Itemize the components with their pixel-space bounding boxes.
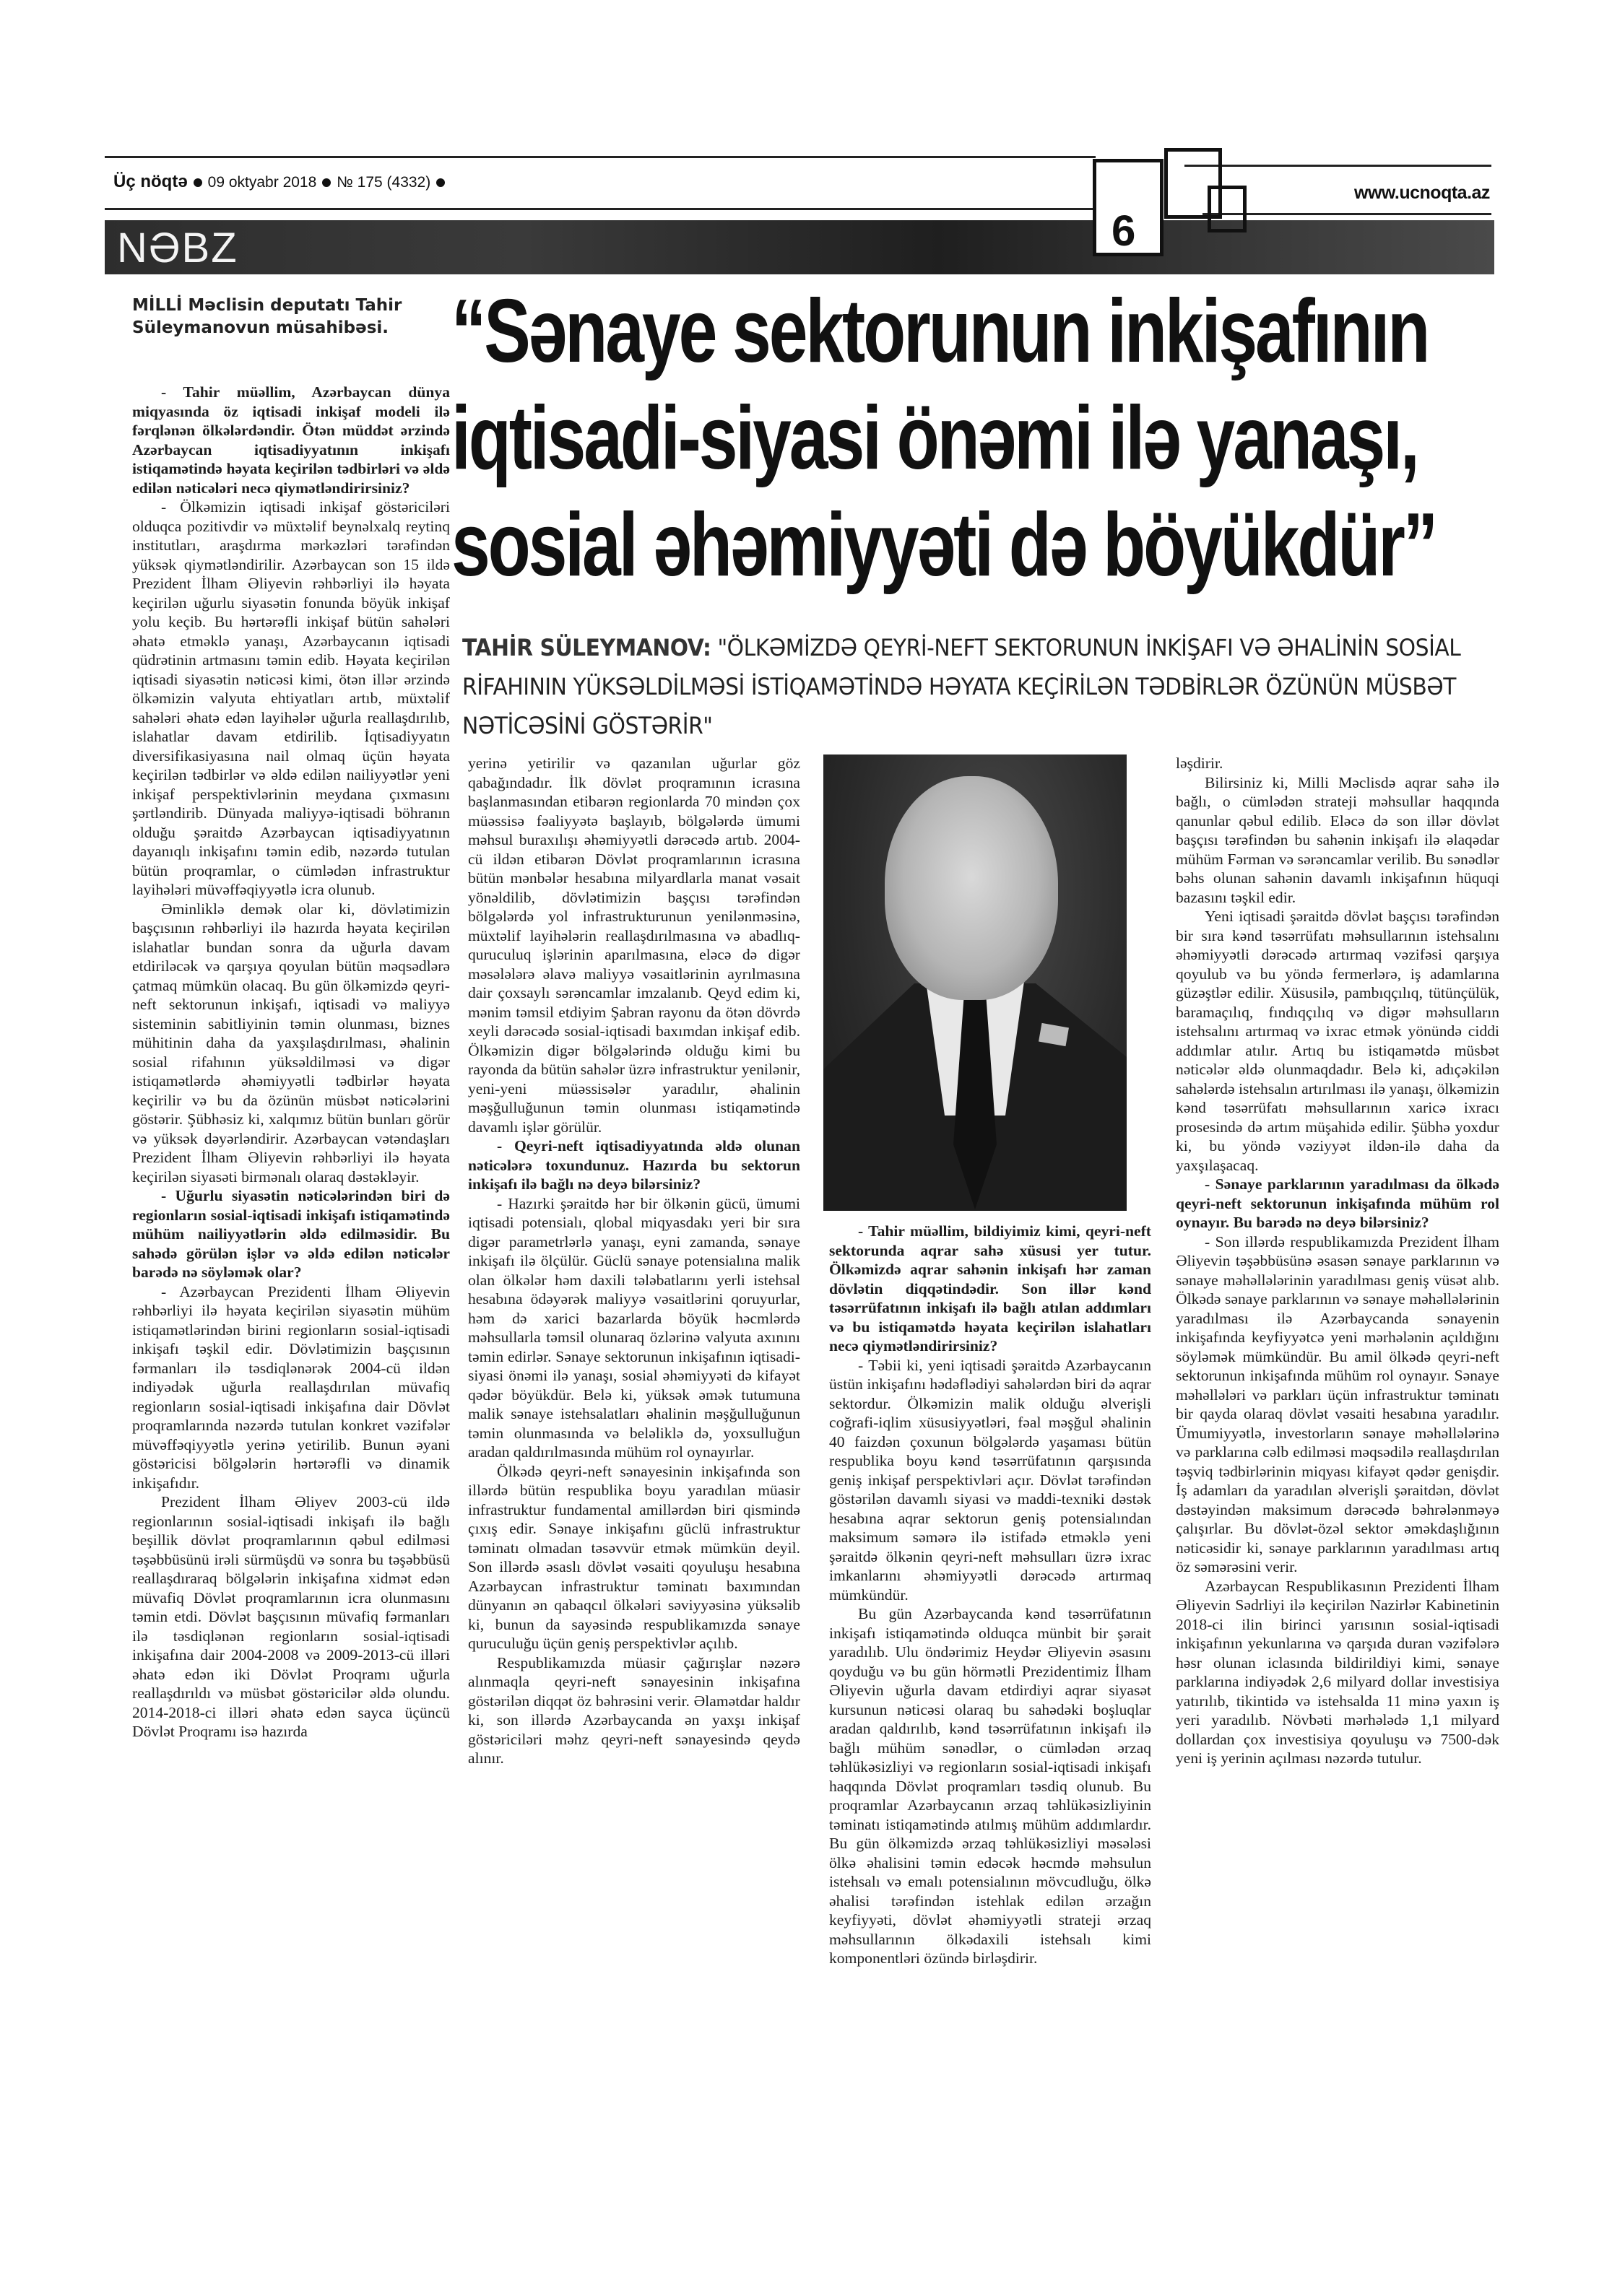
interview-question: - Sənaye parklarının yaradılması da ölkədə qeyri-neft sektorunun inkişafında mühüm rol oynayır. Bu barədə nə deyə bilərsiniz? (1176, 1175, 1499, 1231)
article-column-2 (468, 754, 800, 1768)
website-link[interactable]: www.ucnoqta.az (1354, 183, 1490, 203)
bullet-icon (194, 178, 202, 187)
interview-paragraph: Azərbaycan Respublikasının Prezidenti İlham Əliyevin Sədrliyi ilə keçirilən Nazirlər Kabinetinin 2018-ci ilin birinci yarısının sosial-iqtisadi inkişafının yekunlarına və qarşıda duran vəzifələrə həsr olunan iclasında bildirildiyi kimi, sənaye parklarına indiyədək 2,6 milyard dollar investisiya yatırılıb, tikintidə və istehsalda 11 minə yaxın iş yeri yaradılıb. Növbəti mərhələdə 1,1 milyard dollardan çox investisiya qoyuluşu və 7500-dək yeni iş yerinin açılması nəzərdə tutulur. (1176, 1577, 1499, 1767)
publication-name: Üç nöqtə (113, 172, 188, 191)
page-number: 6 (1112, 206, 1136, 255)
interview-paragraph: - Təbii ki, yeni iqtisadi şəraitdə Azərbaycanın üstün inkişafını hədəflədiyi sahələrdən biri də aqrar sektordur. Ölkəmizin malik olduğu əlverişli coğrafi-iqlim xüsusiyyətləri, fəal məşğul əhalinin 40 faizdən çoxunun bölgələrdə yaşaması bütün respublika boyu kənd təsərrüfatının qarşısında geniş inkişaf perspektivləri açır. Dövlət tərəfindən göstərilən davamlı siyasi və maddi-texniki dəstək hesabına aqrar sektorun geniş potensialından maksimum səmərə ilə istifadə etməklə yeni şəraitdə ölkənin qeyri-neft məhsulları üzrə ixrac imkanlarını əhəmiyyətli dərəcədə artırmaq mümkündür. (829, 1356, 1151, 1604)
interview-question: - Qeyri-neft iqtisadiyyatında əldə olunan nəticələrə toxundunuz. Hazırda bu sektorun inkişafı ilə bağlı nə deyə bilərsiniz? (468, 1137, 800, 1193)
interview-paragraph: yerinə yetirilir və qazanılan uğurlar göz qabağındadır. İlk dövlət proqramının icrasına başlanmasından etibarən regionlarda 70 mindən çox müəssisə fəaliyyətə başlayıb, bölgələrdə ümumi məhsul buraxılışı əhəmiyyətli dərəcədə artıb. 2004-cü ildən etibarən Dövlət proqramlarının icrasına bütün mənbələr hesabına milyardlarla manat vəsait yönəldilib, dövlətimizin başçısı tərəfindən bölgələrdə yol infrastrukturunun yenilənməsinə, müxtəlif layihələrin reallaşdırılmasına və abadlıq-quruculuq işlərinin aparılmasına, eləcə də digər məsələlərə əlavə maliyyə vəsaitlərinin ayrılmasına dair çoxsaylı sərəncamlar imzalanıb. Qeyd edim ki, mənim təmsil etdiyim Şabran rayonu da ötən dövrdə xeyli dərəcədə sosial-iqtisadi baxımdan inkişaf edib. Ölkəmizin digər bölgələrində olduğu kimi bu rayonda da bütün sahələr üzrə infrastruktur yenilənir, yeni-yeni müəssisələr yaradılır, əhalinin məşğulluğunun təmin olunması istiqamətində davamlı işlər görülür. (468, 755, 800, 1136)
article-subheading (462, 628, 1490, 745)
article-column-3 (829, 1222, 1151, 1968)
article-intro: MİLLİ Məclisin deputatı Tahir Süleymanovun müsahibəsi. (132, 296, 402, 337)
header-top-rule-right (1184, 165, 1491, 167)
interview-paragraph: - Son illərdə respublikamızda Prezident İlham Əliyevin təşəbbüsünə əsasən sənaye parklarının və sənaye məhəllələrinin yaradılması geniş vüsət alıb. Ölkədə sənaye parklarının və sənaye məhəllələrinin yaradılması ilə Azərbaycanda sənayenin inkişafında keyfiyyətcə yeni mərhələnin açıldığını söyləmək mümkündür. Bu amil ölkədə qeyri-neft sektorunun inkişafında mühüm rol oynayır. Sənaye məhəllələri və parkları üçün infrastruktur təminatı bir qayda olaraq dövlət vəsaiti hesabına yaradılır. Ümumiyyətlə, investorların sənaye məhəllələrinə və parklarına cəlb edilməsi məqsədilə reallaşdırılan təşviq tədbirlərinin miqyası kifayət qədər genişdir. İş adamları da yaradılan əlverişli şəraitdən, dövlət dəstəyindən maksimum dərəcədə bəhrələnməyə çalışırlar. Bu dövlət-özəl sektor əməkdaşlığının nəticəsidir ki, sənaye parklarının yaradılması artıq öz səmərəsini verir. (1176, 1232, 1499, 1575)
interview-paragraph: - Ölkəmizin iqtisadi inkişaf göstəriciləri olduqca pozitivdir və müxtəlif beynəlxalq reytinq institutları, araşdırma mərkəzləri tərəfindən yüksək qiymətləndirilir. Azərbaycan son 15 ildə Prezident İlham Əliyevin rəhbərliyi ilə həyata keçirilən uğurlu siyasətin fonunda böyük inkişaf yolu keçib. Bu hərtərəfli inkişaf bütün sahələri əhatə etməklə yanaşı, Azərbaycanın iqtisadi qüdrətinin artmasını təmin edib. Həyata keçirilən iqtisadi siyasətin nəticəsi kimi, ötən illər ərzində ölkəmizin valyuta ehtiyatları artıb, müxtəlif sahələri əhatə edən layihələr uğurla reallaşdırılıb, islahatlar davam etdirilib. İqtisadiyyatın diversifikasiyasına nail olmaq üçün həyata keçirilən tədbirlər və əldə edilən nailiyyətlər yeni inkişaf perspektivlərinin meydana çıxmasını şərtləndirib. Dünyada maliyyə-iqtisadi böhranın olduğu şəraitdə Azərbaycan iqtisadiyyatının dayanıqlı inkişafını təmin edib, nəzərdə tutulan bütün proqramlar, o cümlədən infrastruktur layihələri müvəffəqiyyətlə icra olunub. (132, 498, 450, 898)
headline-line: sosial əhəmiyyəti də böyükdür” (451, 495, 1436, 595)
issue-date: 09 oktyabr 2018 (207, 174, 317, 191)
section-title: NƏBZ (117, 225, 238, 271)
headline-line: “Sənaye sektorunun inkişafının (451, 282, 1429, 381)
header-top-rule (105, 156, 1096, 158)
masthead (113, 172, 451, 192)
article-column-1 (132, 383, 450, 1741)
interview-paragraph: ləşdirir. (1176, 755, 1223, 772)
article-column-4 (1176, 754, 1499, 1768)
bullet-icon (322, 178, 331, 187)
headline-line: iqtisadi-siyasi önəmi ilə yanaşı, (451, 388, 1418, 488)
interview-paragraph: Ölkədə qeyri-neft sənayesinin inkişafında son illərdə bütün respublika boyu yaradılan müasir infrastruktur fundamental amillərdən biri qismində çıxış edir. Sənaye inkişafını güclü infrastruktur təminatı olmadan təsəvvür etmək mümkün deyil. Son illərdə əsaslı dövlət vəsaiti qoyuluşu hesabına Azərbaycan infrastruktur təminatı baxımından dünyanın ən qabaqcıl ölkələri səviyyəsinə yüksəlib ki, bunun da sayəsində respublikamızda sənaye quruculuğu üçün geniş perspektivlər açılıb. (468, 1462, 800, 1652)
article-headline (451, 278, 1488, 599)
interview-paragraph: - Hazırki şəraitdə hər bir ölkənin gücü, ümumi iqtisadi potensialı, qlobal miqyasdakı yeri bir sıra digər parametrlərlə yanaşı, eyni zamanda, sənaye inkişafı ilə ölçülür. Güclü sənaye potensialına malik olan ölkələr həm daxili tələbatlarını yerli istehsal hesabına ödəyərək maliyyə vəsaitlərini qoruyurlar, həm də xarici bazarlarda böyük həcmlərdə məhsullarla təmsil olunaraq özlərinə valyuta axınını təmin edirlər. Sənaye sektorunun inkişafının iqtisadi-siyasi önəmi ilə yanaşı, sosial əhəmiyyəti də kifayət qədər böyükdür. Belə ki, yüksək əmək tutumuna malik sənaye istehsalatları əhalinin məşğulluğunun təmin olunmasında və beləliklə də, yoxsulluğun aradan qaldırılmasında mühüm rol oynayırlar. (468, 1194, 800, 1461)
section-band (105, 220, 1494, 274)
interview-question: - Tahir müəllim, bildiyimiz kimi, qeyri-neft sektorunda aqrar sahə xüsusi yer tutur. Ölkəmizdə aqrar sahənin inkişafı hər zaman dövlətin diqqətindədir. Son illər kənd təsərrüfatının inkişafı ilə bağlı atılan addımları və bu istiqamətdə həyata keçirilən islahatları necə qiymətləndirirsiniz? (829, 1222, 1151, 1354)
interview-paragraph: Prezident İlham Əliyev 2003-cü ildə regionlarının sosial-iqtisadi inkişafı ilə bağlı beşillik dövlət proqramlarının qəbul edilməsi təşəbbüsünü irəli sürmüşdü və sonra bu təşəbbüsü reallaşdıraraq bölgələrin inkişafına xidmət edən müvafiq Dövlət proqramlarının icra olunmasını təmin etdi. Dövlət başçısının müvafiq fərmanları ilə təsdiqlənən regionların sosial-iqtisadi inkişafına dair 2004-2008 və 2009-2013-cü illəri əhatə edən iki Dövlət Proqramı uğurla reallaşdırıldı və müsbət göstəricilər əldə olundu. 2014-2018-ci illəri əhatə edən sayca üçüncü Dövlət Proqramı isə hazırda (132, 1493, 450, 1740)
decorative-square-icon (1208, 186, 1247, 232)
interview-question: - Tahir müəllim, Azərbaycan dünya miqyasında öz iqtisadi inkişaf modeli ilə fərqlənən ölkələrdəndir. Ötən müddət ərzində Azərbaycan iqtisadiyyatının inkişafı istiqamətində həyata keçirilən tədbirləri və əldə edilən nəticələri necə qiymətləndirirsiniz? (132, 383, 450, 497)
interview-paragraph: - Azərbaycan Prezidenti İlham Əliyevin rəhbərliyi ilə həyata keçirilən siyasətin mühüm istiqamətlərindən birini regionların sosial-iqtisadi inkişafı təşkil edir. Dövlətimizin başçısının fərmanları ilə təsdiqlənərək 2004-cü ildən indiyədək uğurla reallaşdırılan müvafiq regionların sosial-iqtisadi inkişafına dair Dövlət proqramlarında nəzərdə tutulan konkret vəzifələr müvəffəqiyyətlə yerinə yetirilib. Bunun əyani göstəricisi bölgələrin hərtərəfli və dinamik inkişafıdır. (132, 1282, 450, 1492)
interview-paragraph: Bu gün Azərbaycanda kənd təsərrüfatının inkişafı istiqamətində olduqca münbit bir şərait yaradılıb. Ulu öndərimiz Heydər Əliyevin əsasını qoyduğu və bu gün hörmətli Prezidentimiz İlham Əliyevin uğurla davam etdirdiyi aqrar siyasət kursunun nəticəsi olaraq bu sahədəki boşluqlar aradan qaldırılıb, kənd təsərrüfatının inkişafı ilə bağlı mühüm sənədlər, o cümlədən ərzaq təhlükəsizliyi və regionların sosial-iqtisadi inkişafı haqqında Dövlət proqramları təsdiq olunub. Bu proqramlar Azərbaycanın ərzaq təhlükəsizliyinin təminatı istiqamətində atılmış mühüm addımlardır. Bu gün ölkəmizdə ərzaq təhlükəsizliyi məsələsi ölkə əhalisini təmin edəcək həcmdə məhsulun istehsalı və emalı potensialının mövcudluğu, ölkə əhalisi tərəfindən istehlak edilən ərzağın keyfiyyəti, dövlət əhəmiyyətli strateji ərzaq məhsullarının ölkədaxili istehsalı kimi komponentləri özündə birləşdirir. (829, 1605, 1151, 1967)
bullet-icon (436, 178, 445, 187)
interview-paragraph: Əminliklə demək olar ki, dövlətimizin başçısının rəhbərliyi ilə hazırda həyata keçirilən islahatlar bundan sonra da uğurla davam etdiriləcək və qarşıya qoyulan bütün məqsədlərə çatmaq mümkün olacaq. Bu gün ölkəmizdə qeyri-neft sektorunun inkişafı, iqtisadi və maliyyə sisteminin sabitliyinin təmin olunması, biznes mühitinin daha da yaxşılaşdırılması, əhalinin sosial rifahının yüksəldilməsi və digər istiqamətlərdə əhəmiyyətli tədbirlər həyata keçirilir və bu da özünün müsbət nəticələrini göstərir. Şübhəsiz ki, xalqımız bütün bunları görür və yüksək dəyərləndirir. Azərbaycan vətəndaşları Prezident İlham Əliyevin rəhbərliyi ilə həyata keçirilən siyasəti birmənalı olaraq dəstəkləyir. (132, 900, 450, 1186)
interview-paragraph: Respublikamızda müasir çağırışlar nəzərə alınmaqla qeyri-neft sənayesinin inkişafına göstərilən diqqət öz bəhrəsini verir. Əlamətdar haldır ki, son illərdə Azərbaycanda ən yaxşı inkişaf göstəriciləri məhz qeyri-neft sənayesində qeydə alınır. (468, 1653, 800, 1767)
issue-number: № 175 (4332) (337, 174, 431, 191)
subhead-speaker: TAHİR SÜLEYMANOV: (462, 634, 711, 661)
subhead-quote: "ÖLKƏMİZDƏ QEYRİ-NEFT SEKTORUNUN İNKİŞAFI VƏ ƏHALİNİN SOSİAL RİFAHININ YÜKSƏLDİLMƏSİ İSTİQAMƏTİNDƏ HƏYATA KEÇİRİLƏN TƏDBİRLƏR ÖZÜNÜN MÜSBƏT NƏTİCƏSİNİ GÖSTƏRİR" (462, 634, 1461, 739)
header-bottom-rule (105, 208, 1096, 210)
interview-paragraph: Bilirsiniz ki, Milli Məclisdə aqrar sahə ilə bağlı, o cümlədən strateji məhsullar haqqında qanunlar qəbul edilib. Eləcə də son illər dövlət başçısı tərəfindən bu sahənin inkişafı ilə əlaqədar mühüm Fərman və sərəncamlar verilib. Bu sənədlər bəhs olunan sahənin davamlı inkişafının hüquqi bazasını təşkil edir. (1176, 773, 1499, 906)
portrait-photo (823, 755, 1127, 1211)
interview-paragraph: Yeni iqtisadi şəraitdə dövlət başçısı tərəfindən bir sıra kənd təsərrüfatı məhsullarının istehsalını əhəmiyyətli dərəcədə artırmaq vəzifəsi qarşıya qoyulub və bu yöndə fermerlərə, iş adamlarına güzəştlər edilir. Xüsusilə, pambıqçılıq, tütünçülük, baramaçılıq, fındıqçılıq və digər məhsulların istehsalını artırmaq və ixrac etmək yönündə ciddi addımlar atılır. Artıq bu istiqamətdə müsbət nəticələr əldə olunmaqdadır. Belə ki, adıçəkilən sahələrdə istehsalın artırılması ilə yanaşı, ölkəmizin kənd təsərrüfatı məhsullarının xaricə ixracı prosesində də artım müşahidə edilir. Şübhə yoxdur ki, bu yöndə vəziyyət ildən-ilə daha da yaxşılaşacaq. (1176, 908, 1499, 1174)
interview-question: - Uğurlu siyasətin nəticələrindən biri də regionların sosial-iqtisadi inkişafı istiqamətində mühüm nailiyyətlərin əldə edilməsidir. Bu sahədə görülən işlər və əldə edilən nəticələr barədə nə söyləmək olar? (132, 1187, 450, 1281)
photo-face (885, 776, 1058, 1000)
